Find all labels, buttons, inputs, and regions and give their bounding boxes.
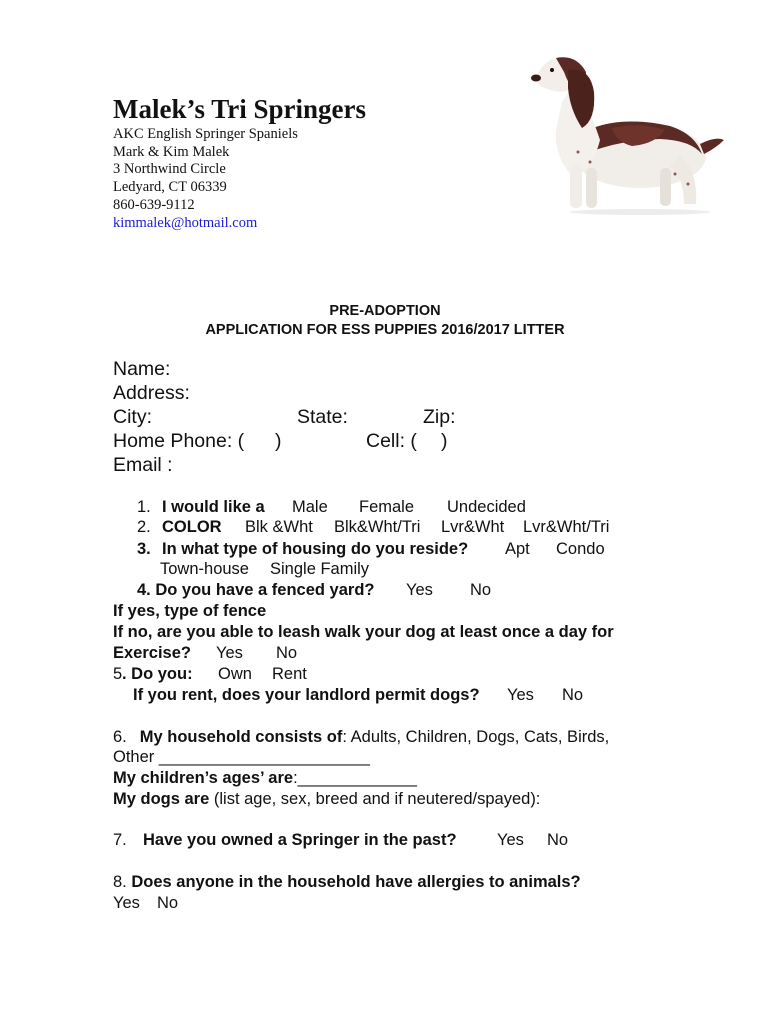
address-field-label: Address:	[113, 382, 190, 404]
q3-number: 3.	[137, 540, 151, 558]
street-address: 3 Northwind Circle	[113, 161, 226, 178]
q5-landlord-question: If you rent, does your landlord permit dogs?	[133, 686, 480, 704]
springer-spaniel-illustration	[520, 44, 730, 219]
q8-option-yes[interactable]: Yes	[113, 894, 140, 912]
q1-option-male[interactable]: Male	[292, 498, 328, 516]
q1-number: 1.	[137, 498, 151, 516]
q6-line1	[113, 727, 609, 747]
q6-label: My household consists of	[139, 728, 343, 746]
q7-option-no[interactable]: No	[547, 831, 569, 849]
q5-label: . Do you:	[122, 665, 193, 683]
q6-children-label: My children’s ages’ are	[113, 769, 294, 787]
q1-label: I would like a	[162, 498, 265, 516]
q2-option-blk-wht[interactable]: Blk &Wht	[245, 518, 313, 536]
form-title-line1: PRE-ADOPTION	[329, 303, 441, 319]
zip-field-label: Zip:	[423, 406, 456, 428]
q6-children-line	[113, 768, 417, 788]
q6-options: : Adults, Children, Dogs, Cats, Birds,	[342, 728, 610, 746]
q5-landlord-option-no[interactable]: No	[562, 686, 584, 704]
q6-number: 6.	[113, 728, 127, 746]
q8-label: Does anyone in the household have allergies to animals?	[131, 873, 581, 891]
q8-number: 8.	[113, 873, 127, 891]
owner-names: Mark & Kim Malek	[113, 143, 230, 160]
phone-number: 860-639-9112	[113, 196, 195, 213]
q5-number: 5	[113, 665, 123, 683]
name-field-label: Name:	[113, 358, 171, 380]
city-state-zip: Ledyard, CT 06339	[113, 179, 227, 196]
q2-label: COLOR	[162, 518, 222, 536]
q4-fence-type-label: If yes, type of fence	[113, 602, 267, 620]
kennel-name: Malek’s Tri Springers	[113, 94, 366, 124]
q7-number: 7.	[113, 831, 127, 849]
q3-option-condo[interactable]: Condo	[556, 540, 605, 558]
q4-leash-option-no[interactable]: No	[276, 644, 298, 662]
q8-option-no[interactable]: No	[157, 894, 179, 912]
q7-label: Have you owned a Springer in the past?	[143, 831, 457, 849]
q6-dogs-line	[113, 789, 540, 809]
breed-line: AKC English Springer Spaniels	[113, 126, 298, 142]
q3-option-single-family[interactable]: Single Family	[270, 560, 370, 578]
breeder-header	[113, 92, 366, 232]
q2-number: 2.	[137, 518, 151, 536]
q1-option-undecided[interactable]: Undecided	[447, 498, 526, 516]
q6-dogs-label: My dogs are	[113, 790, 210, 808]
city-field-label: City:	[113, 406, 152, 428]
q2-option-lvr-wht-tri[interactable]: Lvr&Wht/Tri	[523, 518, 610, 536]
cell-close-paren: )	[441, 430, 448, 452]
q4-leash-question-cont: Exercise?	[113, 644, 191, 662]
q5-option-own[interactable]: Own	[218, 665, 252, 683]
q4-option-yes[interactable]: Yes	[406, 581, 433, 599]
q2-option-lvr-wht[interactable]: Lvr&Wht	[441, 518, 505, 536]
q4-leash-option-yes[interactable]: Yes	[216, 644, 243, 662]
q4-leash-question: If no, are you able to leash walk your dog at least once a day for	[113, 623, 614, 641]
q2-option-blk-wht-tri[interactable]: Blk&Wht/Tri	[334, 518, 421, 536]
email-link[interactable]: kimmalek@hotmail.com	[113, 214, 258, 231]
email-field-label: Email :	[113, 454, 173, 476]
q5-landlord-option-yes[interactable]: Yes	[507, 686, 534, 704]
state-field-label: State:	[297, 406, 348, 428]
q4-label: 4. Do you have a fenced yard?	[137, 581, 375, 599]
q6-children-blank[interactable]: :_____________	[293, 769, 417, 787]
q6-dogs-hint: (list age, sex, breed and if neutered/spayed):	[209, 790, 541, 808]
q5-option-rent[interactable]: Rent	[272, 665, 307, 683]
q6-other-field[interactable]: Other _______________________	[113, 748, 370, 766]
home-phone-close-paren: )	[275, 430, 282, 452]
home-phone-field-label: Home Phone: (	[113, 430, 245, 452]
q3-label: In what type of housing do you reside?	[162, 540, 469, 558]
cell-field-label: Cell: (	[366, 430, 417, 452]
q7-option-yes[interactable]: Yes	[497, 831, 524, 849]
q8-line	[113, 872, 581, 892]
q4-option-no[interactable]: No	[470, 581, 492, 599]
q3-option-town-house[interactable]: Town-house	[160, 560, 249, 578]
form-title-line2: APPLICATION FOR ESS PUPPIES 2016/2017 LITTER	[205, 322, 565, 338]
q3-option-apt[interactable]: Apt	[505, 540, 530, 558]
q1-option-female[interactable]: Female	[359, 498, 415, 516]
